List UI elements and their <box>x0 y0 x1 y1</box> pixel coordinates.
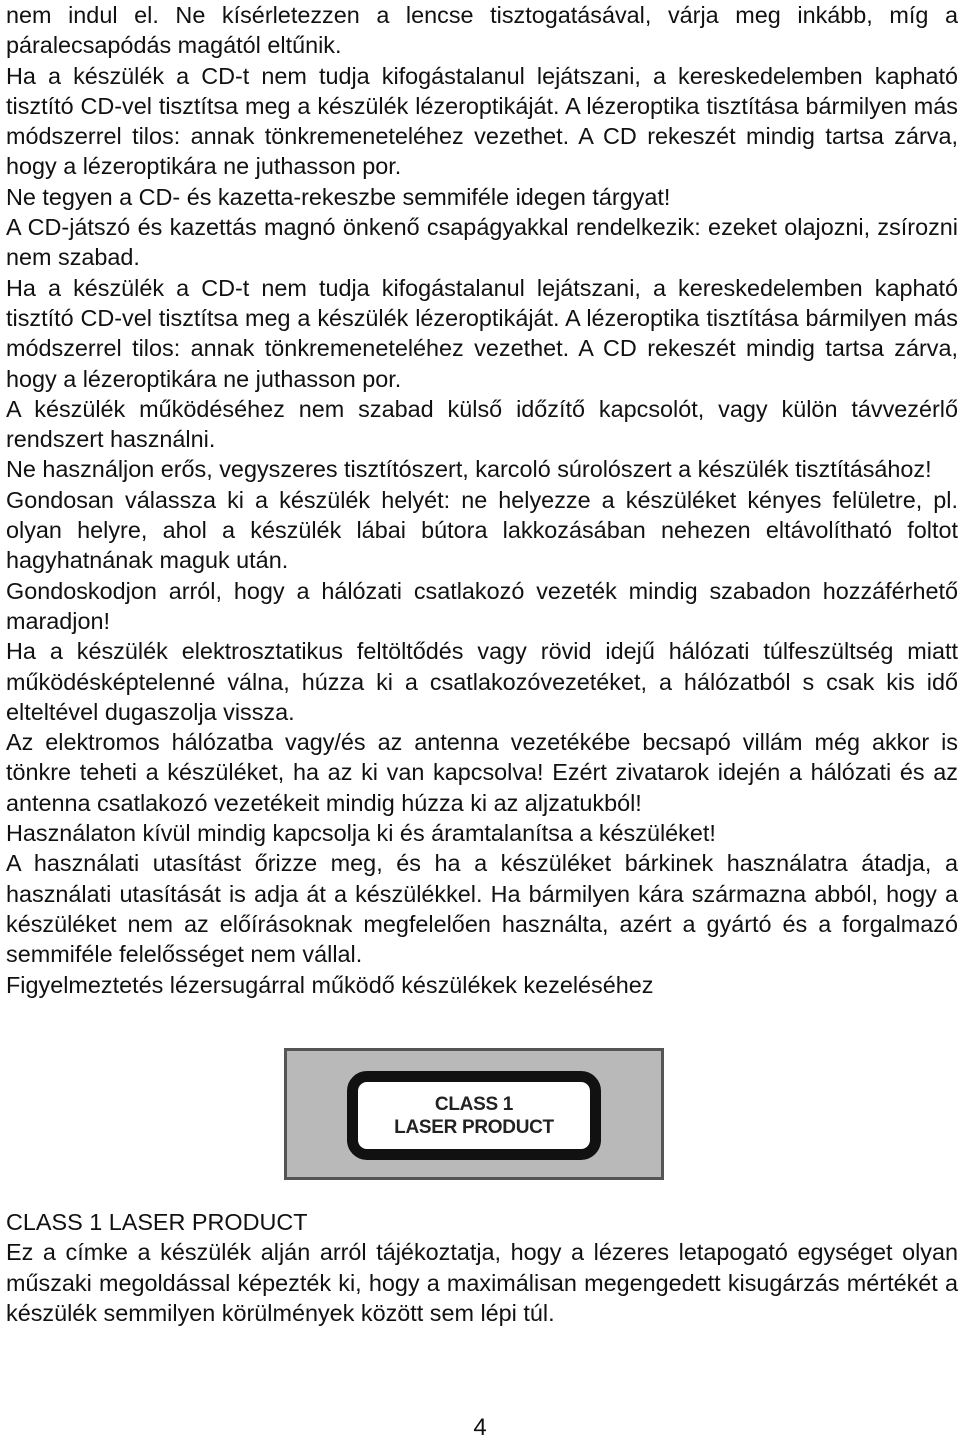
label-heading: CLASS 1 LASER PRODUCT <box>6 1209 308 1235</box>
label-description: Ez a címke a készülék alján arról tájékoztatja, hogy a lézeres letapogató egységet olyan műszaki megoldással képezték ki, hogy a maximálisan megengedett kisugárzás mértékét a készülék semmilyen körülmények között sem lépi túl. <box>6 1239 958 1326</box>
paragraph: Ha a készülék a CD-t nem tudja kifogástalanul lejátszani, a kereskedelemben kapható tisztító CD-vel tisztítsa meg a készülék lézeroptikáját. A lézeroptika tisztítása bármilyen más módszerrel tilos: annak tönkremeneteléhez vezethet. A CD rekeszét mindig tartsa zárva, hogy a lézeroptikára ne juthasson por. <box>6 62 958 180</box>
paragraph: Használaton kívül mindig kapcsolja ki és áramtalanítsa a készüléket! <box>6 820 716 847</box>
paragraph: Ne tegyen a CD- és kazetta-rekeszbe semmiféle idegen tárgyat! <box>6 183 671 210</box>
paragraph: Ne használjon erős, vegyszeres tisztítószert, karcoló súrolószert a készülék tisztításához! <box>6 456 932 483</box>
paragraph: A készülék működéséhez nem szabad külső időzítő kapcsolót, vagy külön távvezérlő rendszert használni. <box>6 395 958 453</box>
paragraph: Gondosan válassza ki a készülék helyét: ne helyezze a készüléket kényes felületre, pl. olyan helyre, ahol a készülék lábai bútora lakkozásában nehezen eltávolítható foltot hagyhatnának maguk után. <box>6 486 958 574</box>
paragraph: Ha a készülék elektrosztatikus feltöltődés vagy rövid idejű hálózati túlfeszültség miatt működésképtelenné válna, húzza ki a csatlakozóvezetéket, a hálózatból s csak kis idő elteltével dugaszolja vissza. <box>6 638 958 725</box>
laser-label-line1: CLASS 1 <box>434 1093 514 1115</box>
body-text <box>6 0 958 1000</box>
paragraph: Az elektromos hálózatba vagy/és az antenna vezetékébe becsapó villám még akkor is tönkre teheti a készüléket, ha az ki van kapcsolva! Ezért zivatarok idején a hálózati és az antenna csatlakozó vezetékeit mindig húzza ki az aljzatukból! <box>6 729 958 816</box>
paragraph: Gondoskodjon arról, hogy a hálózati csatlakozó vezeték mindig szabadon hozzáférhető maradjon! <box>6 577 958 634</box>
paragraph: Ha a készülék a CD-t nem tudja kifogástalanul lejátszani, a kereskedelemben kapható tisztító CD-vel tisztítsa meg a készülék lézeroptikáját. A lézeroptika tisztítása bármilyen más módszerrel tilos: annak tönkremeneteléhez vezethet. A CD rekeszét mindig tartsa zárva, hogy a lézeroptikára ne juthasson por. <box>6 274 958 392</box>
laser-label-plate <box>347 1071 601 1160</box>
page-number: 4 <box>473 1414 487 1441</box>
paragraph: A CD-játszó és kazettás magnó önkenő csapágyakkal rendelkezik: ezeket olajozni, zsírozni nem szabad. <box>6 214 958 271</box>
laser-label-line2: LASER PRODUCT <box>394 1116 554 1138</box>
paragraph: A használati utasítást őrizze meg, és ha a készüléket bárkinek használatra átadja, a használati utasítását is adja át a készülékkel. Ha bármilyen kára származna abból, hogy a készüléket nem az előírásoknak megfelelően használta, azért a gyártó és a forgalmazó semmiféle felelősséget nem vállal. <box>6 850 958 968</box>
section-heading: Figyelmeztetés lézersugárral működő készülékek kezeléséhez <box>6 971 654 998</box>
label-explanation <box>6 1207 958 1328</box>
paragraph: nem indul el. Ne kísérletezzen a lencse tisztogatásával, várja meg inkább, míg a páralecsapódás magától eltűnik. <box>6 2 958 59</box>
laser-class-label <box>284 1048 664 1180</box>
